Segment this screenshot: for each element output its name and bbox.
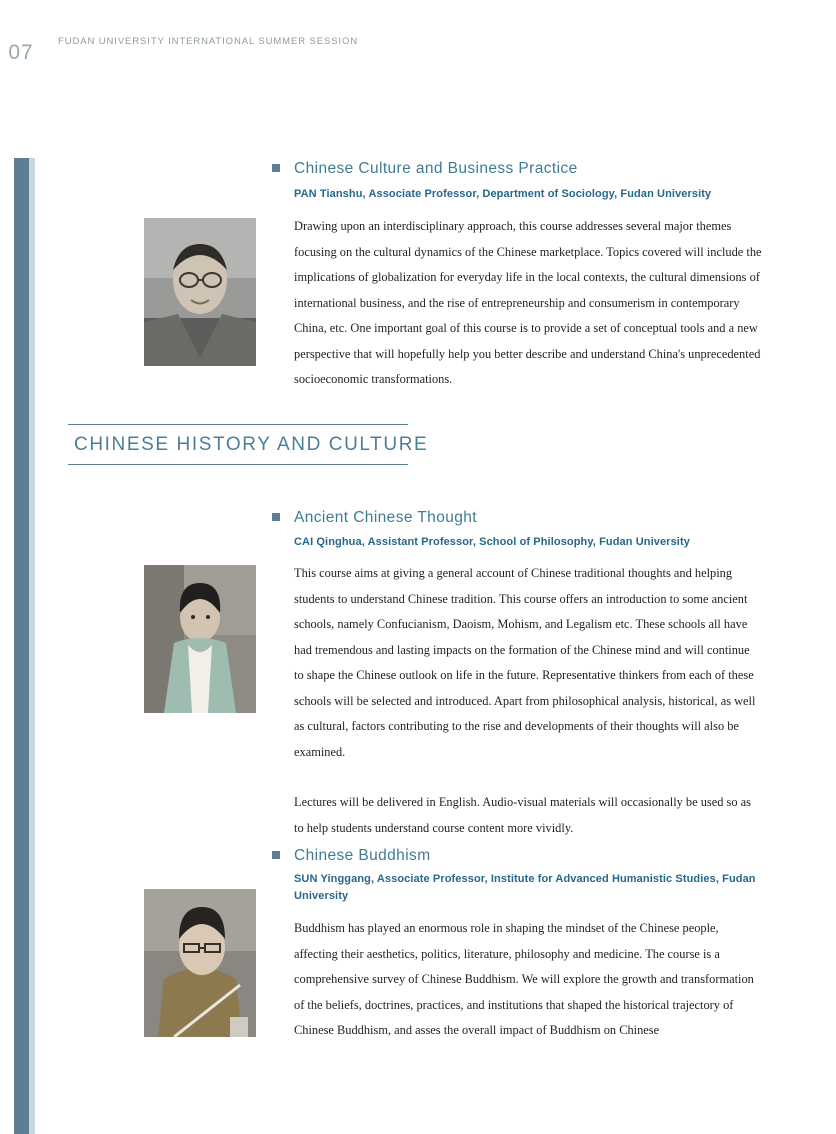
course-description xyxy=(294,561,762,841)
course-instructor: SUN Yinggang, Associate Professor, Institute for Advanced Humanistic Studies, Fudan University xyxy=(294,873,756,902)
course-instructor: CAI Qinghua, Assistant Professor, School of Philosophy, Fudan University xyxy=(294,536,690,548)
page-number-label: 07 xyxy=(8,41,34,64)
course-description xyxy=(294,214,762,393)
page-header-title: FUDAN UNIVERSITY INTERNATIONAL SUMMER SESSION xyxy=(58,36,359,47)
course-title: Chinese Buddhism xyxy=(294,847,431,864)
portrait-illustration xyxy=(144,218,256,366)
course-title: Ancient Chinese Thought xyxy=(294,509,477,526)
instructor-photo xyxy=(144,889,256,1037)
paragraph: This course aims at giving a general account of Chinese traditional thoughts and helping students to understand Chinese tradition. This course offers an introduction to some ancient schools, namely Confucianism, Daoism, Mohism, and Legalism etc. These schools all have had tremendous and lasting impacts on the formation of the Chinese mind and will continue to shape the Chinese outlook on life in the future. Representative thinkers from each of these schools will be selected and introduced. Apart from philosophical analysis, historical, as well as cultural, factors contributing to the rise and developments of their thoughts will also be examined. xyxy=(294,566,756,759)
bullet-icon xyxy=(272,851,280,859)
paragraph: Lectures will be delivered in English. Audio-visual materials will occasionally be used so as to help students understand course content more vividly. xyxy=(294,795,751,835)
section-heading-label: CHINESE HISTORY AND CULTURE xyxy=(74,434,429,455)
course-instructor: PAN Tianshu, Associate Professor, Department of Sociology, Fudan University xyxy=(294,188,712,200)
instructor-photo xyxy=(144,565,256,713)
section-heading xyxy=(68,424,429,465)
portrait-illustration xyxy=(144,565,256,713)
course-description xyxy=(294,916,762,1044)
paragraph: Drawing upon an interdisciplinary approach, this course addresses several major themes focusing on the cultural dynamics of the Chinese marketplace. Topics covered will include the implications of globalization for everyday life in the local contexts, the cultural dimensions of international business, and the rise of entrepreneurship and consumerism in contemporary China, etc. One important goal of this course is to provide a set of conceptual tools and a new perspective that will hopefully help you better describe and understand China's unprecedented socioeconomic transformations. xyxy=(294,219,762,386)
instructor-photo xyxy=(144,218,256,366)
portrait-illustration xyxy=(144,889,256,1037)
bullet-icon xyxy=(272,513,280,521)
course-title: Chinese Culture and Business Practice xyxy=(294,160,578,177)
paragraph: Buddhism has played an enormous role in shaping the mindset of the Chinese people, affecting their aesthetics, politics, literature, philosophy and medicine. The course is a comprehensive survey of Chinese Buddhism. We will explore the growth and transformation of the beliefs, doctrines, practices, and institutions that shaped the historical trajectory of Chinese Buddhism, and asses the overall impact of Buddhism on Chinese xyxy=(294,921,754,1037)
section-rule-bottom xyxy=(68,464,408,465)
bullet-icon xyxy=(272,164,280,172)
